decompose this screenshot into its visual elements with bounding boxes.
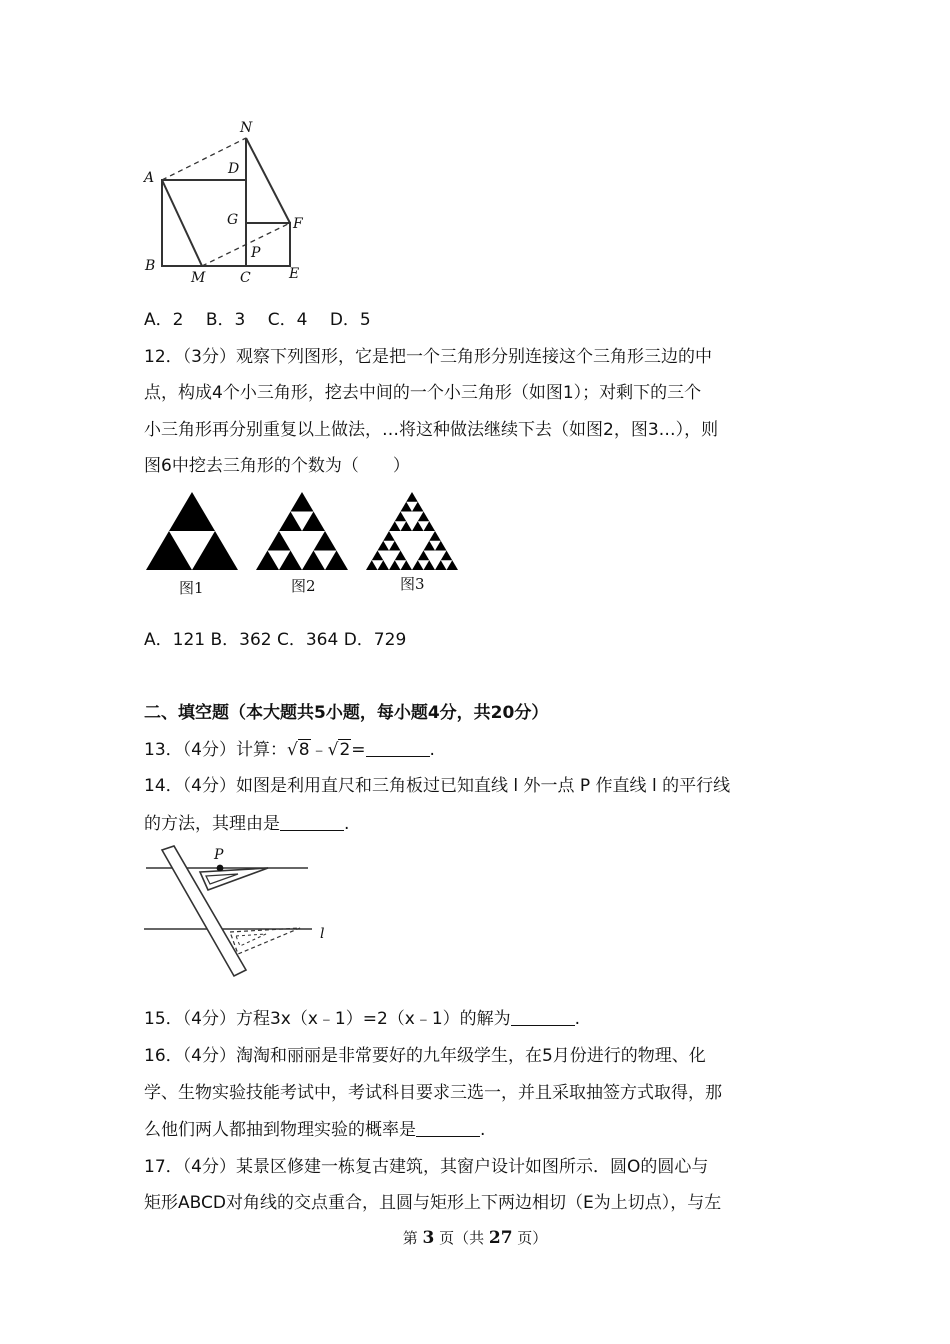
label-d: D: [228, 161, 240, 177]
section-2-title: 二、填空题（本大题共5小题，每小题4分，共20分）: [144, 703, 549, 723]
label-e: E: [289, 266, 300, 282]
q13-answer-blank[interactable]: [366, 740, 430, 757]
label-a: A: [144, 170, 155, 186]
ruler: [162, 846, 246, 976]
q12-line-4: 图6中挖去三角形的个数为（ ）: [144, 456, 410, 476]
q14-line-1: 14．（4分）如图是利用直尺和三角板过已知直线 l 外一点 P 作直线 l 的平行线: [144, 776, 731, 796]
label-f: F: [293, 216, 303, 232]
caption-fig-1: 图1: [179, 579, 204, 597]
point-p: [217, 865, 224, 872]
q11-options: A．2 B．3 C．4 D．5: [144, 310, 371, 330]
set-square-bottom: [230, 928, 300, 954]
set-square-bottom-inner: [236, 934, 266, 946]
q17-line-1: 17．（4分）某景区修建一栋复古建筑，其窗户设计如图所示．圆O的圆心与: [144, 1157, 709, 1177]
footer-total-pages: 27: [488, 1228, 513, 1248]
label-n: N: [240, 120, 253, 136]
sqrt-8-radicand: 8: [298, 740, 310, 760]
q14-line-2-end: .: [344, 814, 350, 834]
q14-line-2: [144, 813, 349, 835]
q14-line-2-text: 的方法，其理由是: [144, 814, 280, 834]
footer-page-number: 3: [422, 1228, 435, 1248]
q13-end: .: [429, 740, 435, 760]
label-line-l: l: [320, 926, 325, 942]
q16-line-2: 学、生物实验技能考试中，考试科目要求三选一，并且采取抽签方式取得，那: [144, 1083, 722, 1103]
page-footer: [0, 1227, 950, 1248]
q16-line-3-text: 么他们两人都抽到物理实验的概率是: [144, 1120, 416, 1140]
set-square-top: [200, 868, 268, 890]
q13-minus: ﹣: [310, 740, 328, 760]
q16-line-3-end: .: [480, 1120, 486, 1140]
label-point-p: P: [214, 847, 224, 863]
q15-end: .: [574, 1009, 581, 1029]
q12-line-3: 小三角形再分别重复以上做法，…将这种做法继续下去（如图2，图3…），则: [144, 420, 719, 440]
q14-answer-blank[interactable]: [280, 814, 344, 831]
q13-equals: =: [351, 740, 366, 760]
sqrt-2: √2: [327, 740, 351, 760]
label-p: P: [251, 245, 261, 261]
caption-fig-3: 图3: [400, 575, 425, 593]
footer-mid: 页（共: [434, 1229, 489, 1247]
q16-answer-blank[interactable]: [416, 1120, 480, 1137]
sqrt-2-radicand: 2: [339, 740, 351, 760]
q17-line-2: 矩形ABCD对角线的交点重合，且圆与矩形上下两边相切（E为上切点），与左: [144, 1193, 722, 1213]
label-b: B: [145, 258, 156, 274]
segment-am: [162, 180, 202, 266]
q12-options: A．121 B．362 C．364 D．729: [144, 630, 407, 650]
sierpinski-figures: [144, 490, 484, 600]
sqrt-8: √8: [286, 740, 310, 760]
q16-line-3: [144, 1119, 485, 1141]
q15: [144, 1008, 580, 1030]
q13-prefix: 13．（4分）计算：: [144, 740, 287, 760]
caption-fig-2: 图2: [291, 577, 316, 595]
square-diagram-figure: [140, 118, 340, 288]
q16-line-1: 16．（4分）淘淘和丽丽是非常要好的九年级学生，在5月份进行的物理、化: [144, 1046, 706, 1066]
q12-line-2: 点，构成4个小三角形，挖去中间的一个小三角形（如图1）；对剩下的三个: [144, 383, 702, 403]
ruler-triangle-figure: [140, 842, 340, 982]
q12-line-1: 12．（3分）观察下列图形，它是把一个三角形分别连接这个三角形三边的中: [144, 347, 712, 367]
q13: [144, 739, 435, 761]
segment-nf: [246, 138, 290, 223]
footer-pre: 第: [402, 1229, 423, 1247]
footer-post: 页）: [512, 1229, 548, 1247]
q15-answer-blank[interactable]: [511, 1009, 575, 1026]
q15-text: 15．（4分）方程3x（x﹣1）=2（x﹣1）的解为: [144, 1009, 511, 1029]
label-c: C: [240, 270, 251, 286]
label-m: M: [191, 270, 206, 286]
label-g: G: [227, 212, 239, 228]
